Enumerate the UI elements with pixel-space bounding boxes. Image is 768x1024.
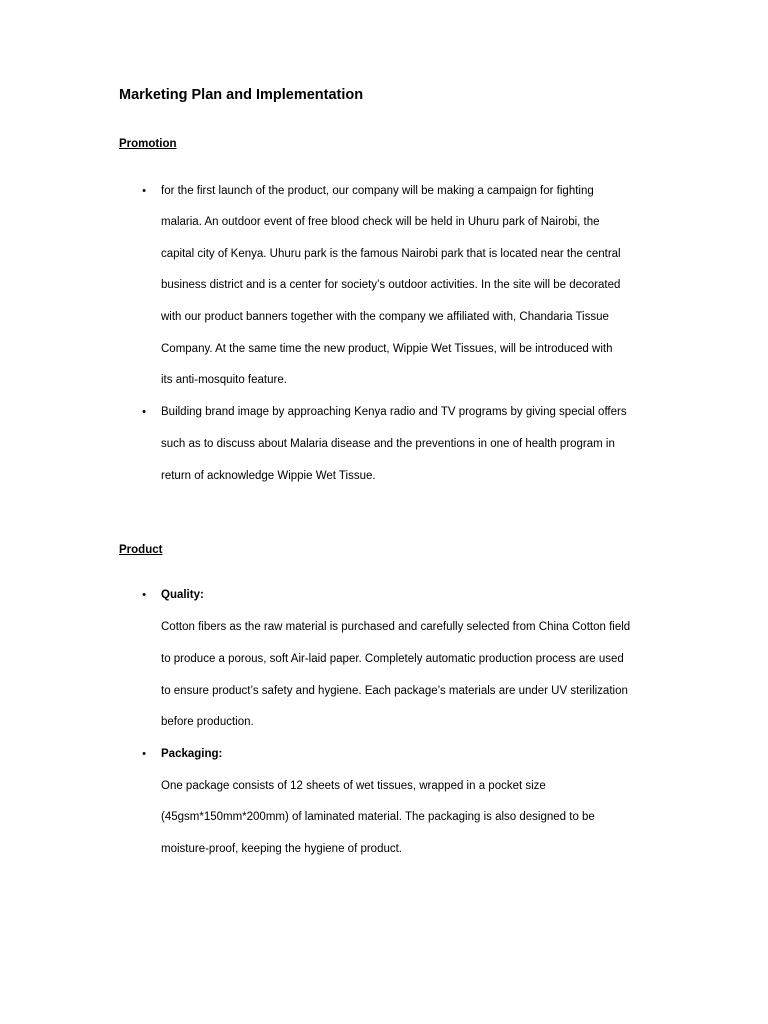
paragraph-line: Cotton fibers as the raw material is purchased and carefully selected from China Cotton field bbox=[161, 621, 631, 633]
paragraph-line: (45gsm*150mm*200mm) of laminated material. The packaging is also designed to be bbox=[161, 811, 595, 823]
bullet-icon: • bbox=[142, 748, 146, 760]
paragraph-line: its anti-mosquito feature. bbox=[161, 374, 287, 386]
paragraph-line: One package consists of 12 sheets of wet tissues, wrapped in a pocket size bbox=[161, 780, 546, 792]
item-label-packaging: Packaging: bbox=[161, 748, 223, 760]
paragraph-line: such as to discuss about Malaria disease and the preventions in one of health program in bbox=[161, 438, 615, 450]
paragraph-line: with our product banners together with the company we affiliated with, Chandaria Tissue bbox=[161, 311, 609, 323]
paragraph-line: return of acknowledge Wippie Wet Tissue. bbox=[161, 470, 376, 482]
paragraph-line: Building brand image by approaching Kenya radio and TV programs by giving special offers bbox=[161, 406, 627, 418]
paragraph-line: for the first launch of the product, our company will be making a campaign for fighting bbox=[161, 185, 594, 197]
bullet-icon: • bbox=[142, 589, 146, 601]
bullet-icon: • bbox=[142, 406, 146, 418]
paragraph-line: before production. bbox=[161, 716, 254, 728]
paragraph-line: to ensure product’s safety and hygiene. Each package’s materials are under UV sterilization bbox=[161, 685, 628, 697]
bullet-icon: • bbox=[142, 185, 146, 197]
paragraph-line: capital city of Kenya. Uhuru park is the famous Nairobi park that is located near the central bbox=[161, 248, 621, 260]
paragraph-line: malaria. An outdoor event of free blood check will be held in Uhuru park of Nairobi, the bbox=[161, 216, 600, 228]
section-heading-promotion: Promotion bbox=[119, 138, 177, 150]
paragraph-line: Company. At the same time the new product, Wippie Wet Tissues, will be introduced with bbox=[161, 343, 613, 355]
paragraph-line: business district and is a center for society’s outdoor activities. In the site will be decorated bbox=[161, 279, 621, 291]
section-heading-product: Product bbox=[119, 544, 163, 556]
paragraph-line: to produce a porous, soft Air-laid paper. Completely automatic production process are used bbox=[161, 653, 624, 665]
paragraph-line: moisture-proof, keeping the hygiene of product. bbox=[161, 843, 403, 855]
document-title: Marketing Plan and Implementation bbox=[119, 87, 364, 103]
item-label-quality: Quality: bbox=[161, 589, 204, 601]
